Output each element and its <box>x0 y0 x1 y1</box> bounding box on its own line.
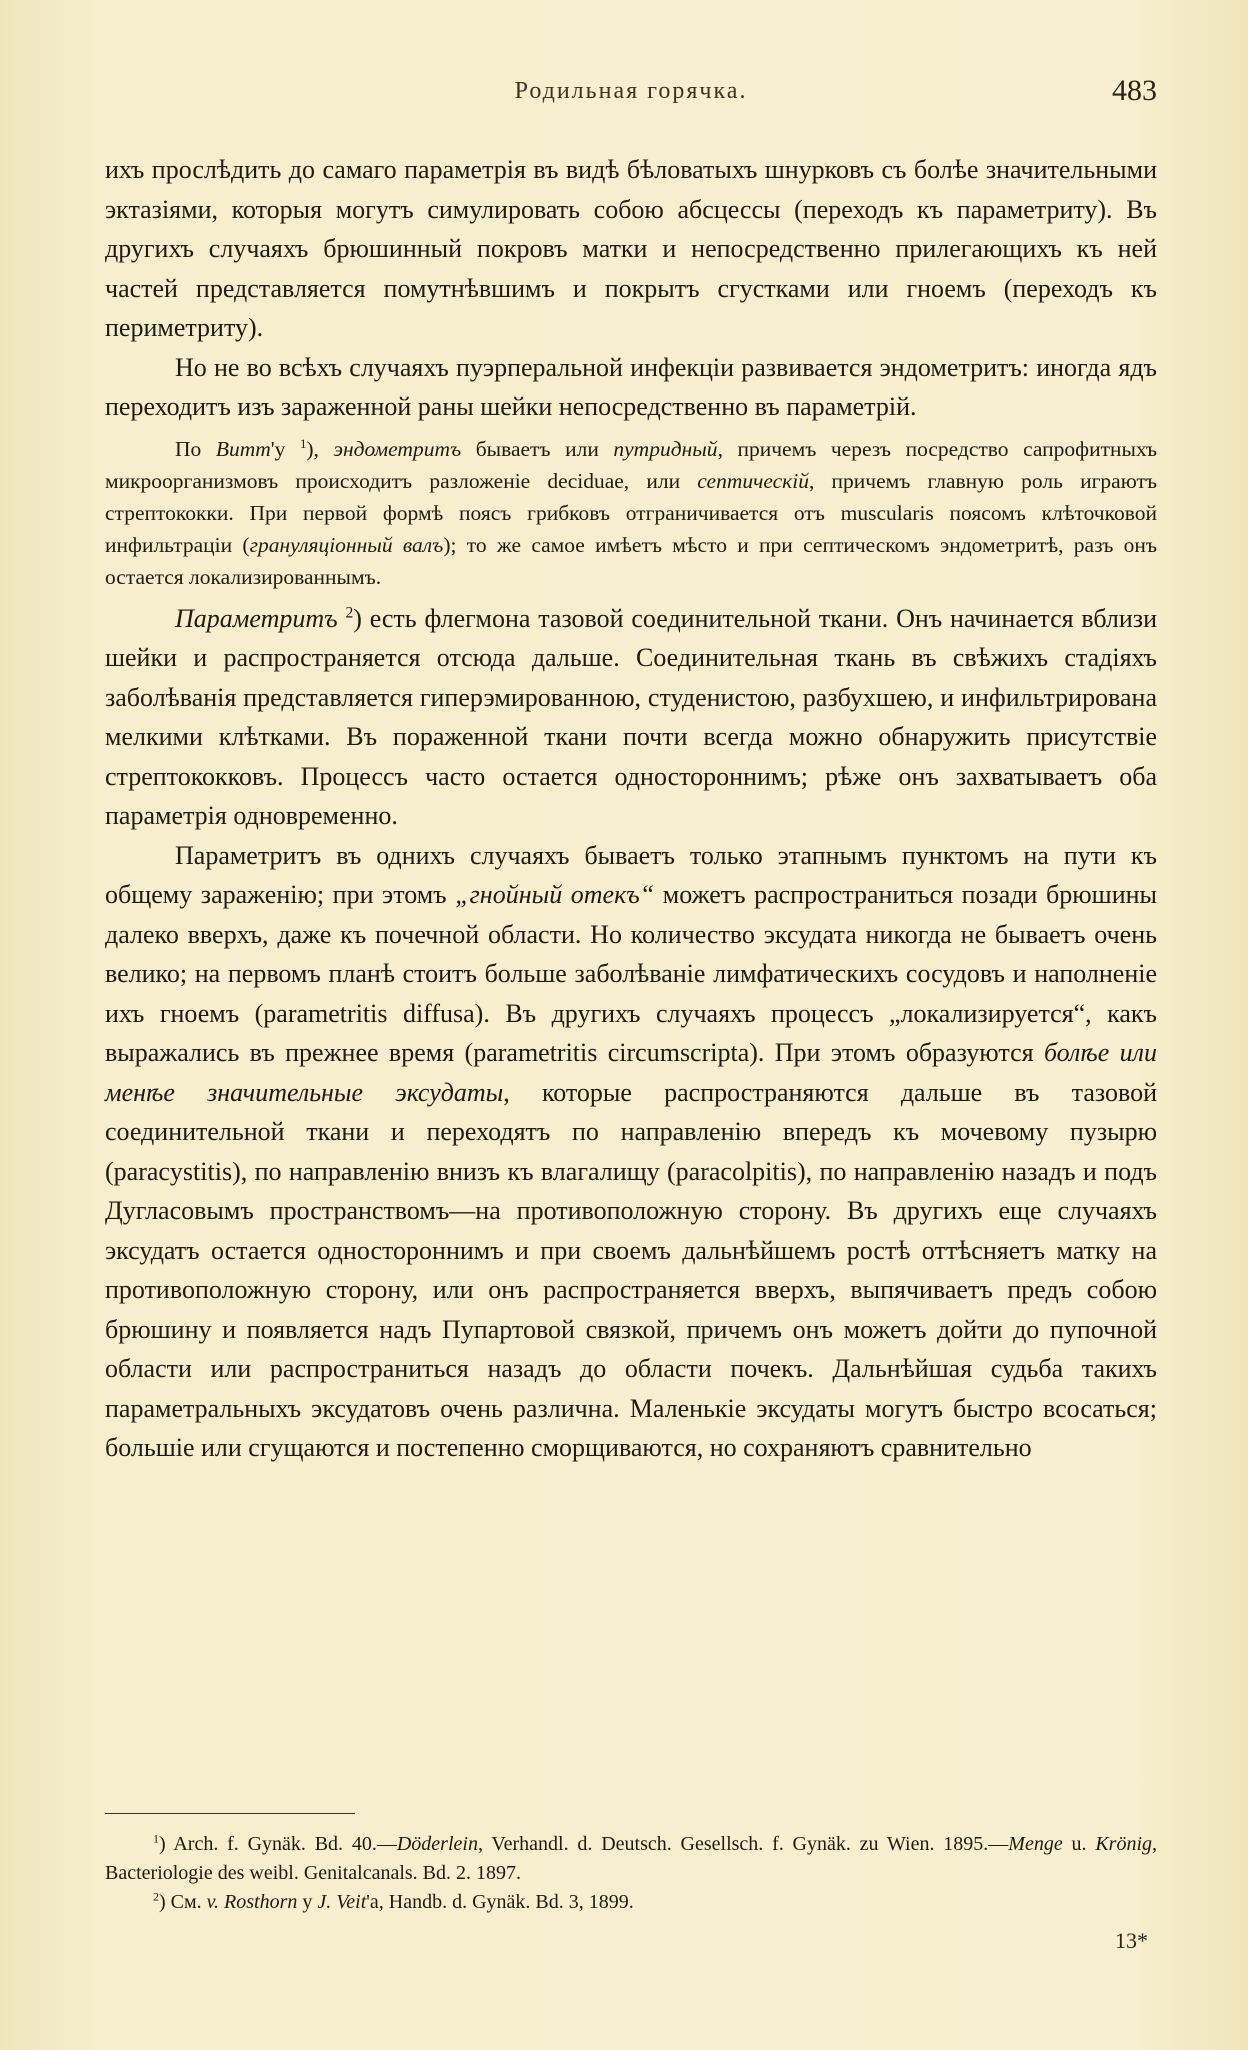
author-name-witt: Витт <box>215 436 271 461</box>
term-exudates: болѣе или менѣе значительные эксудаты <box>105 1038 1157 1107</box>
paragraph-5 <box>105 836 1157 1468</box>
footnote-2 <box>105 1888 1157 1917</box>
text-run: у <box>297 1891 318 1913</box>
text-run: , причемъ главную роль играютъ стрептококки. При первой формѣ поясъ грибковъ отграничивается отъ musculаris поясомъ клѣточковой инфильтраціи ( <box>105 468 1158 557</box>
term-purulent-edema: „гнойный отекъ“ <box>455 880 655 909</box>
text-run: ) Arch. f. Gynäk. Bd. 40.— <box>159 1833 397 1855</box>
text-run: 'а, Handb. d. Gynäk. Bd. 3, 1899. <box>366 1891 634 1913</box>
text-run: По <box>175 436 216 461</box>
footnotes <box>105 1830 1157 1917</box>
footnote-divider <box>105 1813 355 1814</box>
signature-mark: 13* <box>1115 1928 1148 1953</box>
page-header <box>105 74 1157 118</box>
paragraph-1: ихъ прослѣдить до самаго параметрія въ видѣ бѣловатыхъ шнурковъ съ болѣе значительными эктазіями, которыя могутъ симулировать собою абсцессы (переходъ къ параметриту). Въ другихъ случаяхъ брюшинный покровъ матки и непосредственно прилегающихъ къ ней частей представляется помутнѣвшимъ и покрытъ сгустками или гноемъ (переходъ къ периметриту). <box>105 155 1157 342</box>
main-text <box>105 150 1157 1468</box>
author-kroenig: Krönig <box>1095 1833 1153 1855</box>
author-menge: Menge <box>1008 1833 1063 1855</box>
text-run: , Verhandl. d. Deutsch. Gesellsch. f. Gynäk. zu Wien. 1895.— <box>477 1833 1009 1855</box>
term-granulation: грануляціонный валъ <box>249 532 444 557</box>
paragraph-3-small <box>105 433 1157 593</box>
text-run: , Bacteriologie des weibl. Genitalcanals. Bd. 2. 1897. <box>105 1833 1158 1884</box>
text-run: можетъ распространиться позади брюшины далеко вверхъ, даже къ почечной области. Но количество эксудата никогда не бываетъ очень велико; на первомъ планѣ стоитъ больше заболѣваніе лимфатическихъ сосудовъ и наполненіе ихъ гноемъ (parametritis diffusa). Въ другихъ случаяхъ процессъ „локализируется“, какъ выражались въ прежнее время (parametritis circumscripta). При этомъ образуются <box>105 880 1157 1067</box>
author-rosthorn: v. Rosthorn <box>206 1891 298 1913</box>
text-run: ); то же самое имѣетъ мѣсто и при септическомъ эндометритѣ, разъ онъ остается локализированнымъ. <box>105 532 1158 589</box>
text-run: ), <box>306 436 334 461</box>
page-number: 483 <box>1112 74 1157 107</box>
running-title: Родильная горячка. <box>514 78 748 104</box>
footnote-mark-1: 1 <box>153 1831 159 1846</box>
text-run: Параметритъ въ однихъ случаяхъ бываетъ только этапнымъ пунктомъ на пути къ общему зараженію; при этомъ <box>105 840 1157 909</box>
text-run: ) См. <box>159 1891 207 1913</box>
footnote-ref-1: 1 <box>299 436 307 451</box>
text-run: u. <box>1062 1833 1096 1855</box>
term-septic: септическій <box>697 468 809 493</box>
footnote-mark-2: 2 <box>153 1889 159 1904</box>
text-run: бываетъ или <box>461 436 614 461</box>
text-run: 'у <box>270 436 300 461</box>
text-run: , которые распространяются дальше въ тазовой соединительной ткани и переходятъ по направленію впередъ къ мочевому пузырю (paracystitis), по направленію внизъ къ влагалищу (paracolpitis), по направленію назадъ и подъ Дугласовымъ пространствомъ—на противоположную сторону. Въ другихъ еще случаяхъ эксудатъ остается одностороннимъ и при своемъ дальнѣйшемъ ростѣ оттѣсняетъ матку на противоположную сторону, или онъ распространяется вверхъ, выпячиваетъ предъ собою брюшину и появляется надъ Пупартовой связкой, причемъ онъ можетъ дойти до пупочной области или распространиться назадъ до области почекъ. Дальнѣйшая судьба такихъ параметральныхъ эксудатовъ очень различна. Маленькіе эксудаты могутъ быстро всосаться; большіе или сгущаются и постепенно сморщиваются, но сохраняютъ сравнительно <box>105 1077 1157 1462</box>
paragraph-2: Но не во всѣхъ случаяхъ пуэрперальной инфекціи развивается эндометритъ: иногда ядъ переходитъ изъ зараженной раны шейки непосредственно въ параметрій. <box>105 352 1157 421</box>
footnote-1 <box>105 1830 1157 1888</box>
footnote-ref-2: 2 <box>345 603 354 621</box>
term-parametritis: Параметритъ <box>175 603 338 633</box>
term-endometritis: эндометритъ <box>333 436 462 461</box>
author-veit: J. Veit <box>317 1891 367 1913</box>
text-run: ) есть флегмона тазовой соединительной ткани. Онъ начинается вблизи шейки и распространяется отсюда дальше. Соединительная ткань въ свѣжихъ стадіяхъ заболѣванія представляется гиперэмированною, студенистою, разбухшею, и инфильтрирована мелкими клѣтками. Въ пораженной ткани почти всегда можно обнаружить присутствіе стрептококковъ. Процессъ часто остается одностороннимъ; рѣже онъ захватываетъ оба параметрія одновременно. <box>105 603 1157 830</box>
author-doederlein: Döderlein <box>396 1833 478 1855</box>
text-run: , причемъ черезъ посредство сапрофитныхъ микроорганизмовъ происходитъ разложеніе decіduae, или <box>105 436 1157 493</box>
paragraph-4 <box>105 599 1157 836</box>
term-putrid: путридный <box>613 436 718 461</box>
